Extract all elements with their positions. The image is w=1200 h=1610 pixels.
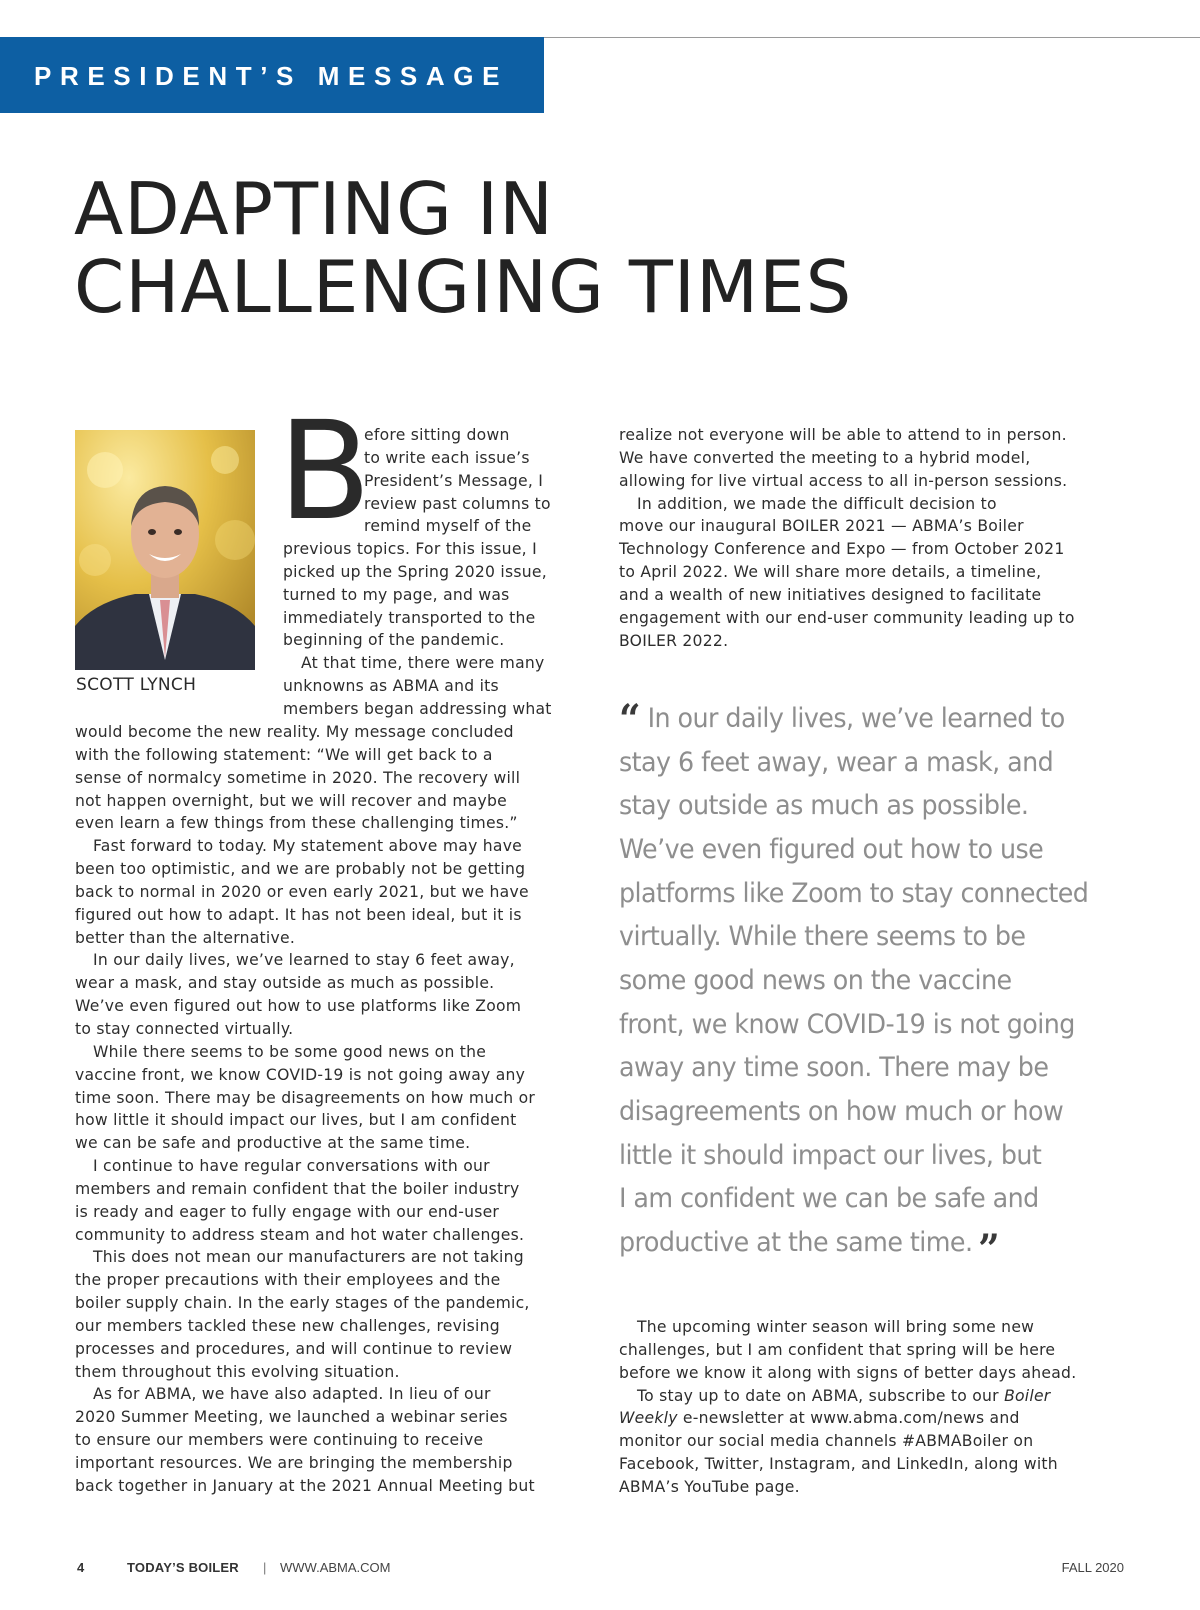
text-line: our members tackled these new challenges, revising [75, 1316, 500, 1335]
text-run: To stay up to date on ABMA, subscribe to our [637, 1386, 1005, 1405]
text-line: how little it should impact our lives, but I am confident [75, 1111, 517, 1130]
text-line: 2020 Summer Meeting, we launched a webinar series [75, 1408, 508, 1427]
text-line: with the following statement: “We will get back to a [75, 745, 493, 764]
section-label: PRESIDENT’S MESSAGE [34, 61, 509, 91]
text-line: Fast forward to today. My statement above may have [93, 837, 523, 856]
text-line: efore sitting down [364, 426, 510, 444]
magazine-name: TODAY’S BOILER [127, 1560, 239, 1575]
text-line: important resources. We are bringing the membership [75, 1454, 513, 1472]
text-line: BOILER 2022. [619, 631, 729, 650]
text-line: allowing for live virtual access to all in-person sessions. [619, 471, 1068, 490]
photo-caption: SCOTT LYNCH [76, 675, 197, 695]
text-line: previous topics. For this issue, I [283, 540, 537, 558]
text-line: and a wealth of new initiatives designed to facilitate [619, 585, 1042, 604]
text-line: to April 2022. We will share more details, a timeline, [619, 563, 1042, 582]
text-line: Facebook, Twitter, Instagram, and LinkedIn, along with [619, 1455, 1058, 1474]
text-line: remind myself of the [364, 517, 532, 536]
pull-quote-line: platforms like Zoom to stay connected [619, 877, 1089, 909]
text-line: better than the alternative. [75, 928, 296, 947]
text-line: members began addressing what [283, 699, 552, 718]
pull-quote-line: virtually. While there seems to be [619, 921, 1026, 953]
intro-beside-dropcap [364, 424, 551, 538]
text-line: back together in January at the 2021 Annual Meeting but [75, 1476, 535, 1495]
text-line: picked up the Spring 2020 issue, [283, 562, 547, 581]
footer-separator: | [263, 1560, 267, 1575]
text-line: is ready and eager to fully engage with our end-user [75, 1202, 500, 1221]
left-column-body [75, 721, 535, 1498]
section-banner [0, 37, 544, 113]
text-line: been too optimistic, and we are probably not be getting [75, 860, 526, 879]
text-line: we can be safe and productive at the same time. [75, 1134, 471, 1153]
pull-quote-line: some good news on the vaccine [619, 964, 1012, 996]
text-line: monitor our social media channels #ABMABoiler on [619, 1432, 1034, 1451]
text-line: to stay connected virtually. [75, 1019, 294, 1038]
headline-line: ADAPTING IN [74, 167, 554, 251]
pull-quote-line [619, 697, 1088, 741]
text-line: not happen overnight, but we will recover and maybe [75, 791, 508, 810]
open-quote-icon: “ [619, 696, 641, 743]
text-line: As for ABMA, we have also adapted. In lieu of our [93, 1385, 491, 1404]
issue-label: FALL 2020 [1061, 1560, 1124, 1575]
text-line: challenges, but I am confident that spring will be here [619, 1340, 1056, 1359]
text-line: We have converted the meeting to a hybrid model, [619, 448, 1031, 467]
text-line: community to address steam and hot water challenges. [75, 1225, 525, 1244]
pull-quote-line [619, 1221, 1088, 1273]
newsletter-name: Boiler [1004, 1386, 1051, 1405]
pull-quote-line: I am confident we can be safe and [619, 1183, 1039, 1215]
pull-quote-line: front, we know COVID-19 is not going [619, 1008, 1075, 1040]
text-line: engagement with our end-user community leading up to [619, 608, 1075, 627]
text-line: sense of normalcy sometime in 2020. The recovery will [75, 768, 521, 787]
pull-quote-text: productive at the same time. [619, 1226, 973, 1258]
text-line: turned to my page, and was [283, 585, 510, 604]
text-line: This does not mean our manufacturers are not taking [93, 1248, 524, 1267]
text-line: Technology Conference and Expo — from October 2021 [619, 540, 1065, 559]
right-column-bottom [619, 1316, 1076, 1499]
text-line: the proper precautions with their employees and the [75, 1271, 501, 1290]
right-column-top [619, 424, 1075, 652]
text-line: In addition, we made the difficult decision to [637, 494, 997, 513]
article-headline [74, 167, 853, 329]
text-line: At that time, there were many [301, 654, 545, 673]
text-line: time soon. There may be disagreements on how much or [75, 1088, 536, 1107]
close-quote-icon: ” [978, 1225, 1000, 1273]
pull-quote-line: stay 6 feet away, wear a mask, and [619, 746, 1054, 778]
text-line: figured out how to adapt. It has not been ideal, but it is [75, 905, 522, 924]
text-line [619, 1385, 1076, 1408]
text-line: In our daily lives, we’ve learned to stay 6 feet away, [93, 951, 515, 970]
text-line [619, 1407, 1076, 1430]
author-photo [75, 430, 255, 670]
pull-quote-line: little it should impact our lives, but [619, 1139, 1042, 1171]
text-line: back to normal in 2020 or even early 2021, but we have [75, 882, 529, 901]
website-link[interactable]: WWW.ABMA.COM [280, 1560, 391, 1575]
pull-quote-line: disagreements on how much or how [619, 1095, 1064, 1127]
headline-line: CHALLENGING TIMES [74, 245, 853, 329]
text-line: The upcoming winter season will bring some new [637, 1318, 1035, 1336]
text-line: even learn a few things from these challenging times.” [75, 814, 518, 833]
text-line: realize not everyone will be able to attend to in person. [619, 426, 1067, 444]
text-line: review past columns to [364, 494, 551, 513]
text-run: e-newsletter at www.abma.com/news and [677, 1409, 1020, 1428]
text-line: immediately transported to the [283, 608, 536, 627]
text-line: boiler supply chain. In the early stages of the pandemic, [75, 1294, 530, 1313]
pull-quote [619, 696, 1089, 1273]
text-line: unknowns as ABMA and its [283, 677, 499, 696]
text-line: We’ve even figured out how to use platforms like Zoom [75, 997, 522, 1016]
text-line: move our inaugural BOILER 2021 — ABMA’s Boiler [619, 517, 1024, 536]
pull-quote-text: In our daily lives, we’ve learned to [647, 703, 1065, 734]
text-line: I continue to have regular conversations with our [93, 1157, 490, 1176]
page-footer [0, 1560, 1200, 1580]
text-line: would become the new reality. My message concluded [75, 723, 514, 741]
newsletter-name: Weekly [619, 1409, 678, 1428]
text-line: members and remain confident that the boiler industry [75, 1179, 520, 1198]
text-line: wear a mask, and stay outside as much as possible. [75, 974, 495, 993]
text-line: before we know it along with signs of better days ahead. [619, 1363, 1077, 1382]
pull-quote-line: stay outside as much as possible. [619, 790, 1029, 822]
text-line: to write each issue’s [364, 448, 530, 467]
pull-quote-line: We’ve even figured out how to use [619, 833, 1044, 865]
text-line: beginning of the pandemic. [283, 631, 505, 650]
text-line: to ensure our members were continuing to receive [75, 1431, 484, 1450]
text-line: ABMA’s YouTube page. [619, 1477, 800, 1496]
text-line: President’s Message, I [364, 471, 544, 490]
text-line: vaccine front, we know COVID-19 is not going away any [75, 1065, 526, 1084]
text-line: them throughout this evolving situation. [75, 1362, 400, 1381]
text-line: processes and procedures, and will continue to review [75, 1339, 513, 1358]
drop-cap: B [278, 393, 372, 551]
text-line: While there seems to be some good news on the [93, 1042, 487, 1061]
page-number: 4 [77, 1560, 85, 1575]
intro-beside-photo [283, 538, 552, 721]
pull-quote-line: away any time soon. There may be [619, 1052, 1049, 1084]
